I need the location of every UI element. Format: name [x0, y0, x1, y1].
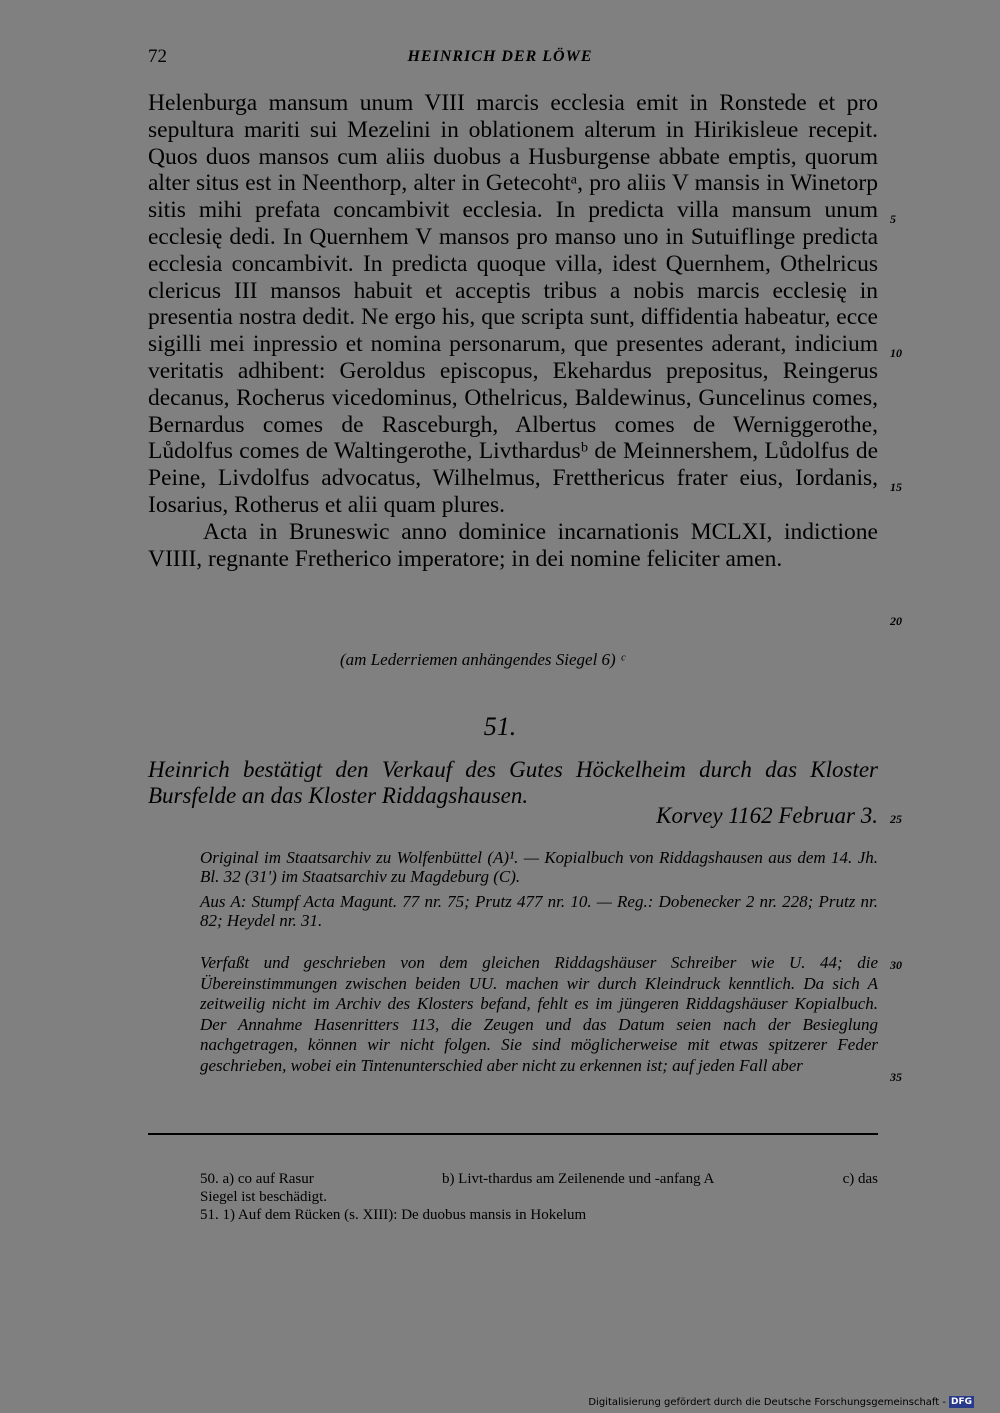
charter-paragraph-2: Acta in Bruneswic anno dominice incarnationis MCLXI, indictione VIIII, regnante Fretherico imperatore; in dei nomine feliciter amen. [148, 518, 878, 572]
document-regest: Heinrich bestätigt den Verkauf des Gutes Höckelheim durch das Kloster Bursfelde an das Kloster Riddagshausen. [148, 757, 878, 808]
footnote-divider [148, 1133, 878, 1135]
line-number-5: 5 [890, 212, 896, 226]
digitization-credit [588, 1396, 974, 1408]
seal-note: (am Lederriemen anhängendes Siegel 6) ᶜ [340, 650, 625, 669]
charter-text [148, 90, 878, 572]
document-number: 51. [483, 712, 517, 741]
dfg-logo: DFG [950, 1397, 972, 1407]
line-number-15: 15 [890, 480, 902, 494]
credit-text: Digitalisierung gefördert durch die Deutsche Forschungsgemeinschaft - [588, 1396, 946, 1408]
line-number-20: 20 [890, 614, 902, 628]
document-date: Korvey 1162 Februar 3. [656, 803, 878, 828]
page-number: 72 [148, 46, 167, 67]
tradition-editions: Aus A: Stumpf Acta Magunt. 77 nr. 75; Prutz 477 nr. 10. — Reg.: Dobenecker 2 nr. 228; Prutz nr. 82; Heydel nr. 31. [200, 892, 878, 930]
charter-paragraph-1: Helenburga mansum unum VIII marcis ecclesia emit in Ronstede et pro sepultura mariti sui Mezelini in oblationem alterum in Hirikisleue recepit. Quos duos mansos cum aliis duobus a Husburgense abbate emptis, quorum alter situs est in Neenthorp, alter in Getecohtᵃ, pro aliis V mansis in Winetorp sitis mihi prefata concambivit ecclesia. In predicta villa mansum unum ecclesię dedi. In Quernhem V mansos pro manso uno in Sutuiflinge predicta ecclesia concambivit. In predicta quoque villa, idest Quernhem, Othelricus clericus III mansos habuit et acceptis tribus a nobis marcis ecclesię in presentia nostra dedit. Ne ergo his, que scripta sunt, diffidentia habeatur, ecce sigilli mei inpressio et nomina personarum, que presentes aderant, indicium veritatis adhibent: Geroldus episcopus, Ekehardus prepositus, Reingerus decanus, Rocherus vicedominus, Othelricus, Baldewinus, Guncelinus comes, Bernardus comes de Rasceburgh, Albertus comes de Werniggerothe, Lůdolfus comes de Waltingerothe, Livthardusᵇ de Meinnershem, Lůdolfus de Peine, Livdolfus advocatus, Wilhelmus, Fretthericus frater eius, Iordanis, Iosarius, Rotherus et alii quam plures. [148, 90, 878, 518]
line-number-30: 30 [890, 958, 902, 972]
footnote-50c-continued: Siegel ist beschädigt. [200, 1189, 328, 1205]
footnote-row-50 [200, 1170, 878, 1188]
running-title: HEINRICH DER LÖWE [407, 48, 593, 65]
footnote-50a: 50. a) co auf Rasur [200, 1171, 314, 1187]
tradition-block [200, 848, 878, 930]
footnote-51-1: 51. 1) Auf dem Rücken (s. XIII): De duobus mansis in Hokelum [200, 1207, 587, 1223]
line-number-35: 35 [890, 1070, 902, 1084]
commentary: Verfaßt und geschrieben von dem gleichen Riddagshäuser Schreiber wie U. 44; die Übereinstimmungen zwischen beiden UU. machen wir durch Kleindruck kenntlich. Da sich A zeitweilig nicht im Archiv des Klosters befand, fehlt es im jüngeren Riddagshäuser Kopialbuch. Der Annahme Hasenritters 113, die Zeugen und das Datum seien nach der Besieglung nachgetragen, können wir nicht folgen. Sie sind möglicherweise mit etwas spitzerer Feder geschrieben, wobei ein Tintenunterschied aber nicht zu erkennen ist; auf jeden Fall aber [200, 953, 878, 1075]
line-number-10: 10 [890, 346, 902, 360]
footnotes [200, 1170, 878, 1224]
line-number-25: 25 [890, 812, 902, 826]
footnote-50c: c) das [842, 1171, 878, 1187]
tradition-original: Original im Staatsarchiv zu Wolfenbüttel (A)¹. — Kopialbuch von Riddagshausen aus dem 14. Jh. Bl. 32 (31') im Staatsarchiv zu Magdeburg (C). [200, 848, 878, 886]
footnote-50b: b) Livt-thardus am Zeilenende und -anfang A [441, 1171, 715, 1187]
